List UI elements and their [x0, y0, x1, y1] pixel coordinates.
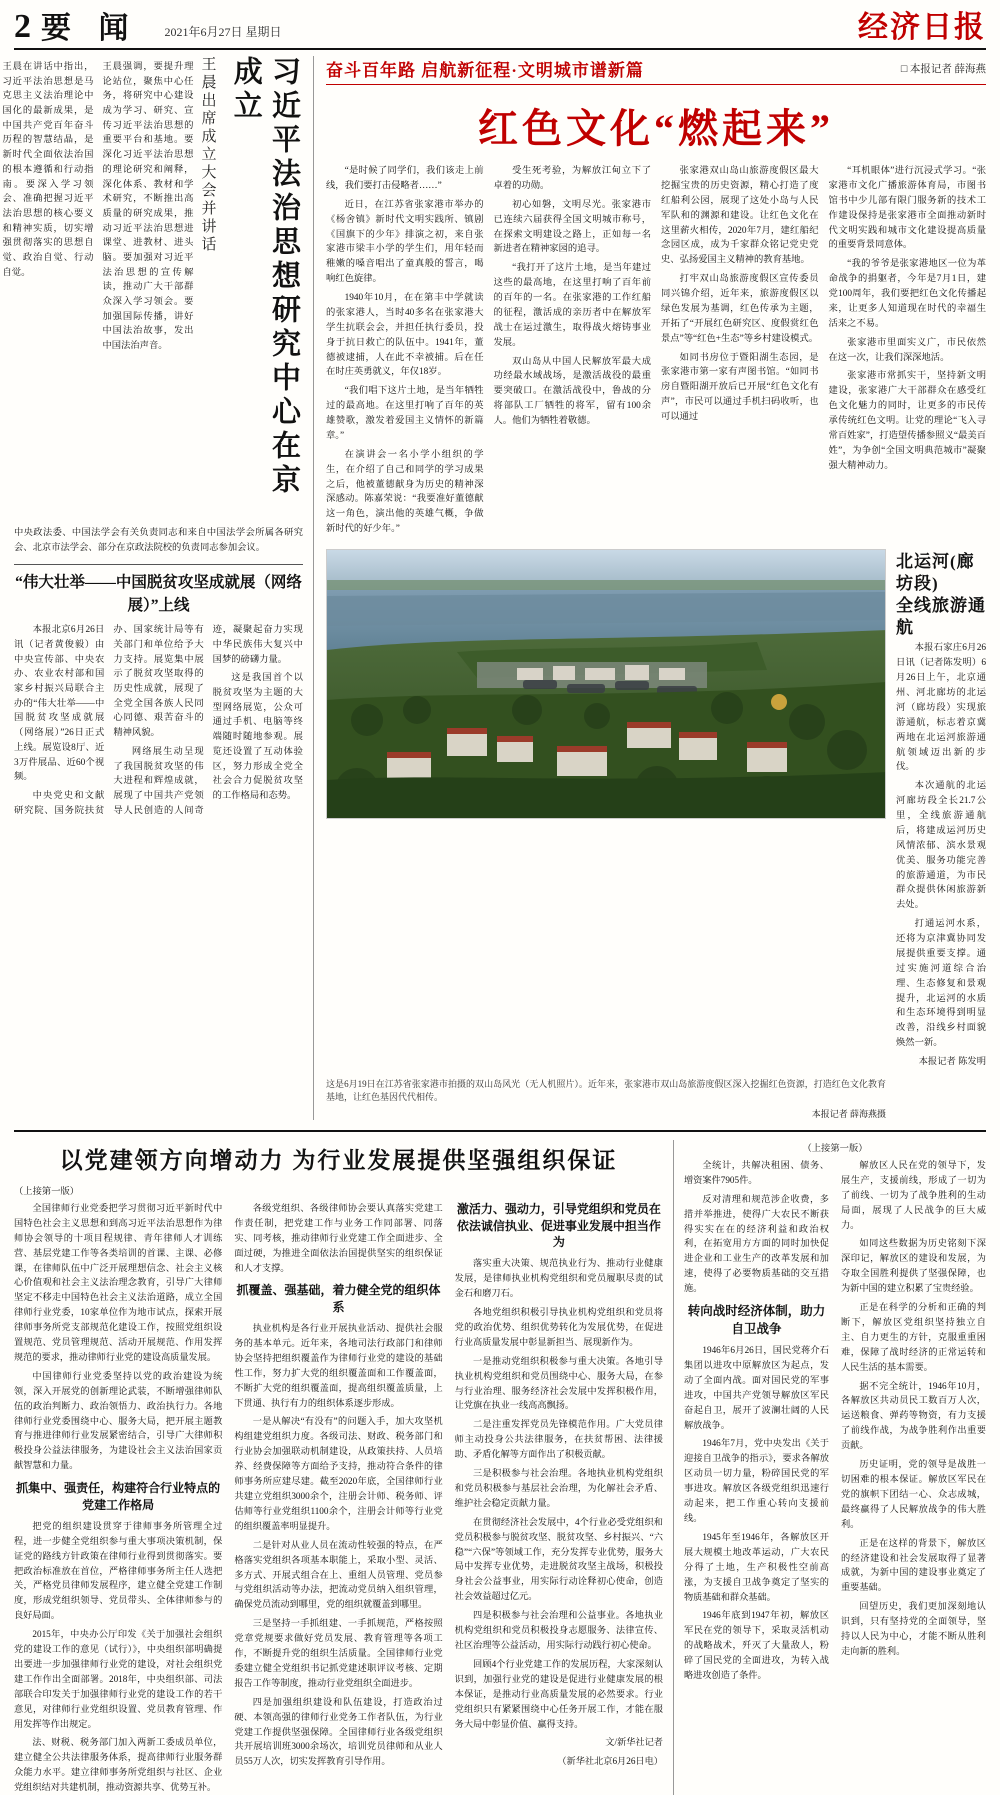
footer-sign: 文/新华社记者 — [605, 1737, 663, 1748]
paragraph: “是时候了同学们，我们该走上前线，我们要打击侵略者……” — [326, 166, 484, 191]
paragraph: 本次通航的北运河廊坊段全长21.7公里，全线旅游通航后，将建成运河历史风情浓郁、滨水景观优美、服务功能完善的旅游通道，为市民群众提供休闲旅游新去处。 — [896, 781, 986, 911]
paragraph: 近日，在江苏省张家港市举办的《杨舍镇》新时代文明实践所、镇剧《国旗下的少年》排演之初，来自张家港市梁丰小学的学生们，用年轻而稚嫩的嗓音唱出了童真般的誓言，喝响红色旋律。 — [326, 199, 484, 285]
bottom-right-article — [674, 1140, 986, 1795]
lead-subhead: 王晨出席成立大会并讲话 — [199, 56, 216, 254]
paragraph: 在贯彻经济社会发展中，4个行业必受党组织和党员积极参与脱贫攻坚、脱贫攻坚、乡村振兴、“六稳”“六保”等领域工作，充分发挥专业优势，服务大局中发挥专业优势，走进脱贫攻坚主战场，积极投身社会公益事业，用实际行动诠释初心使命，创造社会效益超过亿元。 — [454, 1516, 663, 1602]
side-article-title-2: 全线旅游通航 — [896, 596, 986, 638]
bottom-right-body — [684, 1158, 986, 1683]
paragraph: 2015年，中央办公厅印发《关于加强社会组织党的建设工作的意见（试行）》，中央组织部明确提出要进一步加强律师行业党的建设，对社会组织党建工作作出全面部署。2018年，中央组织部、司法部联合印发关于加强律师行业党的建设工作的若干意见，对律师行业党组织设置、党员教育管理、作用发挥等作出规定。 — [14, 1629, 223, 1729]
paragraph: 中国律师行业党委坚持以党的政治建设为统领，深入开展党的创新理论武装，不断增强律师队伍的政治判断力、政治领悟力、政治执行力。各地律师行业党委围绕中心、服务大局，把开展主题教育与推进律师行业发展紧密结合，引导广大律师积极投身公益法律服务，为建设社会主义法治国家贡献智慧和力量。 — [14, 1370, 223, 1471]
paragraph: 1946年6月26日，国民党蒋介石集团以进攻中原解放区为起点，发动了全面内战。面对国民党的军事进攻，中国共产党领导解放区军民奋起自卫，展开了波澜壮阔的人民解放战争。 — [684, 1345, 829, 1430]
paragraph: 网络展生动呈现了我国脱贫攻坚的伟大进程和辉煌成就，展现了中国共产党领导人民创造的人间奇迹，凝聚起奋力实现中华民族伟大复兴中国梦的磅礴力量。 — [113, 625, 303, 816]
aerial-photo — [326, 549, 886, 819]
side-article-title-1: 北运河(廊坊段) — [896, 552, 975, 594]
paragraph: 全统计，共解决租困、债务、增资案件7905件。 — [684, 1159, 829, 1185]
feature-article — [314, 56, 986, 1120]
side-article — [896, 549, 986, 1074]
subheading: 抓覆盖、强基础，着力健全党的组织体系 — [236, 1283, 441, 1315]
paragraph: 执业机构是各行业开展执业活动、提供社会服务的基本单元。近年来，各地司法行政部门和律师协会坚持把组织覆盖作为律师行业党的建设的基础性工作，努力扩大党的组织覆盖面和工作覆盖面，不断扩大党的组织覆盖面，提高组织覆盖质量，上下贯通、执行有力的组织体系逐步形成。 — [234, 1323, 443, 1408]
lead-paragraph: 王晨在讲话中指出，习近平法治思想是马克思主义法治理论中国化的最新成果，是中国共产党百年奋斗历程的智慧结晶，是新时代全面依法治国的根本遵循和行动指南。要深入学习领会、准确把握习近平法治思想的核心要义和精神实质，切实增强贯彻落实的思想自觉、政治自觉、行动自觉。 — [2, 62, 94, 278]
paragraph: “我们唱下这片土地，是当年牺牲过的最高地。在这里打响了百年的英雄赞歌，激发着爱国主义情怀的新篇章。” — [326, 386, 484, 441]
footer-date: （新华社北京6月26日电） — [557, 1756, 663, 1767]
paragraph: 1940年10月，在在第丰中学就读的张家港人，当时40多名在张家港大学生抗联会会，并担任执行委员，投身于抗日救亡的队伍中。1941年，董德被逮捕，人在此不幸被捕。后在任在时庄英勇就义，年仅18岁。 — [326, 293, 484, 378]
feature-banner-text: 奋斗百年路 启航新征程·文明城市谱新篇 — [326, 61, 644, 80]
paragraph: 双山岛从中国人民解放军最大成功经最水域战场，是激活战役的最重要突破口。在激活战役中，鲁战的分将部队工厂牺牲的将军，留有100余人。他们为牺牲着敬德。 — [493, 356, 651, 426]
feature-column — [661, 164, 819, 541]
paragraph: “我打开了这片土地，是当年建过这些的最高地，在这里打响了百年前的百年的一名。在张家港的工作红船的征程，激活成的亲历者中在解放军战士在运过激生，取得战火熔铸事业发展。 — [493, 263, 651, 348]
paragraph: 回望历史，我们更加深刻地认识到，只有坚持党的全面领导，坚持以人民为中心，才能不断从胜利走向新的胜利。 — [841, 1601, 986, 1656]
paragraph: 解放区人民在党的领导下，发展生产，支援前线，形成了一切为了前线、一切为了战争胜利的生动局面，展现了人民战争的巨大威力。 — [841, 1159, 986, 1230]
aerial-photo-graphic — [327, 550, 886, 819]
paragraph: 二是针对从业人员在流动性较强的特点，在严格落实党组织各项基本职能上，采取小型、灵活、多方式、开展式组合在上、重组人员管理、党员参与党组织活动等办法，把流动党员纳入组织管理，确保党员流动到哪里，党的组织就覆盖到哪里。 — [234, 1539, 443, 1610]
feature-column — [326, 164, 484, 541]
feature-columns — [326, 164, 986, 541]
paragraph: 一是从解决“有没有”的问题入手，加大攻坚机构组建党组织力度。各级司法、财政、税务部门和行业协会加强联动机制建设，从政策扶持、人员培养、经费保障等方面给予支持，推动符合条件的律师事务所应建尽建。截至2020年底，全国律师行业共建立党组织3000余个，注册会计师、税务师、评估师等行业党组织1100余个，注册会计师等行业党的组织覆盖率明显提升。 — [234, 1416, 443, 1531]
side-article-sign: 本报记者 陈发明 — [918, 1057, 986, 1067]
lead-article — [2, 56, 314, 1120]
lead-paragraph-last: 中央政法委、中国法学会有关负责同志和来自中国法学会所属各研究会、北京市法学会、部分在京政法院校的负责同志参加会议。 — [14, 528, 303, 553]
paragraph: “我的爷爷是张家港地区一位为革命战争的捐躯者，今年是7月1日，建党100周年，我们要把红色文化传播起来，让更多人知道现在时代的幸福生活来之不易。 — [828, 259, 986, 329]
paragraph: 中央党史和文献研究院、国务院扶贫办、国家统计局等有关部门和单位给予大力支持。展览集中展示了脱贫攻坚取得的历史性成就，展现了全党全国各族人民同心同德、艰苦奋斗的精神风貌。 — [14, 625, 204, 816]
second-article-title: “伟大壮举——中国脱贫攻坚成就展（网络展）”上线 — [15, 574, 302, 614]
paragraph: 历史证明，党的领导是战胜一切困难的根本保证。解放区军民在党的旗帜下团结一心、众志成城，最终赢得了人民解放战争的伟大胜利。 — [841, 1459, 986, 1529]
subheading: 转向战时经济体制，助力自卫战争 — [687, 1304, 826, 1336]
bottom-left-article — [14, 1140, 674, 1795]
paragraph: 二是注重发挥党员先锋模范作用。广大党员律师主动投身公共法律服务，在扶贫帮困、法律援助、矛盾化解等方面作出了积极贡献。 — [454, 1419, 663, 1460]
paragraph: 各地党组织积极引导执业机构党组织和党员将党的政治优势、组织优势转化为发展优势，在促进行业高质量发展中彰显新担当、展现新作为。 — [454, 1306, 663, 1347]
paragraph: 全国律师行业党委把学习贯彻习近平新时代中国特色社会主义思想和到高习近平法治思想作为律师协会领导的十项目程规律、青年律师人才训练营、基层党建工作等各类培训的首课、主课、必修课，在律师队伍中广泛开展理想信念、社会主义核心价值观和社会主义法治理念教育，引导广大律师坚定不移走中国特色社会主义法治道路，成立全国律师行业党委，10家单位作为地市试点，探索开展律师事务所党支部规范化建设工作，按照党组织设置规范、党员管理规范、活动开展规范、作用发挥规范的要求，推动律师行业党的建设高质量发展。 — [14, 1202, 223, 1362]
feature-banner — [326, 56, 986, 85]
divider — [14, 564, 303, 565]
paragraph: 法、财税、税务部门加入两新工委成员单位，建立健全公共法律服务体系，提高律师行业服务群众能力水平。建立律师事务所党组织与社区、企业党组织结对共建机制，推动资源共享、优势互补。 — [14, 1737, 223, 1793]
paragraph: 各级党组织、各级律师协会要认真落实党建工作责任制，把党建工作与业务工作同部署、同落实、同考核，推动律师行业党建工作全面进步、全面过硬，为推进全面依法治国提供坚实的组织保证和人才支撑。 — [234, 1202, 443, 1273]
newspaper-logo: 经济日报 — [858, 10, 986, 45]
bottom-article-title: 以党建领方向增动力 为行业发展提供坚强组织保证 — [59, 1147, 618, 1173]
paragraph: 受生死考验，为解放江甸立下了卓着的功勋。 — [493, 166, 651, 191]
paragraph: 把党的组织建设贯穿于律师事务所管理全过程，进一步健全党组织参与重大事项决策机制，保证党的路线方针政策在律师行业得到贯彻落实。要把政治标准放在首位，严格律师事务所主任人选把关，严格党员律师发展程序，建立健全党建工作制度，形成党组织领导、党员带头、全体律师参与的良好局面。 — [14, 1520, 223, 1621]
bottom-article-source: （上接第一版） — [14, 1186, 80, 1197]
paragraph: 据不完全统计，1946年10月，各解放区共动员民工数百万人次，运送粮食、弹药等物资，有力支援了前线作战，为战争胜利作出重要贡献。 — [841, 1380, 986, 1451]
paragraph: 如同这些数据为历史铭刻下深深印记，解放区的建设和发展，为夺取全国胜利提供了坚强保障，也为新中国的建立积累了宝贵经验。 — [841, 1238, 986, 1294]
paragraph: 回顾4个行业党建工作的发展历程，大家深刻认识到，加强行业党的建设是促进行业健康发展的根本保证，是推动行业高质量发展的必然要求。行业党组织只有紧紧围绕中心任务开展工作，才能在服务大局中彰显价值、赢得支持。 — [454, 1658, 663, 1729]
feature-title: 红色文化“燃起来” — [478, 106, 834, 151]
top-region — [2, 56, 986, 1120]
paragraph: 本报北京6月26日讯（记者黄俊毅）由中央宣传部、中央农办、农业农村部和国家乡村振兴局联合主办的“伟大壮举——中国脱贫攻坚成就展（网络展）”26日正式上线。展览设8厅、近3万件展品、近60个视频。 — [14, 625, 105, 783]
paragraph: 张家港市常抓实干，坚持新文明建设，张家港广大干部群众在感受红色文化魅力的同时，让更多的市民传承传统红色文明。让党的理论“飞入寻常百姓家”，打造望传播参照义“最美百姓”，为争创“全国文明典范城市”凝聚强大精神动力。 — [828, 371, 986, 471]
paragraph: 打牢双山岛旅游度假区宣传委员同兴锦介绍，近年来，旅游度假区以绿色发展为基调，红色传承为主题，开拓了“开展红色研究区、度假赏红色景点”等“红色+生态”等乡村建设模式。 — [661, 274, 819, 344]
paragraph: 反对清理和规范涉企收费，多措并举推进，使得广大农民不断获得实实在在的经济利益和政治权利，在拓宽用方方面的同时加快促进企业和工业生产的改革发展和加速，使得了必要物质基础的交互措施。 — [684, 1193, 829, 1294]
paragraph: 张家港市里面实义广，市民依然在这一次，让我们深深地活。 — [828, 337, 986, 363]
feature-column — [494, 164, 652, 541]
subheading: 抓集中、强责任，构建符合行业特点的党建工作格局 — [16, 1481, 221, 1512]
paragraph: 1946年7月，党中央发出《关于迎接自卫战争的指示》，要求各解放区动员一切力量，粉碎国民党的军事进攻。解放区各级党组织迅速行动起来，把工作重心转向支援前线。 — [684, 1438, 829, 1523]
lead-headline: 习近平法治思想研究中心在京成立 — [229, 56, 300, 498]
bottom-right-source: （上接第一版） — [802, 1143, 868, 1154]
paragraph: 在演讲会一名小学小组织的学生，在介绍了自己和同学的学习成果之后，他被董德献身为历史的精神深深感动。陈嘉荣说：“我要准好董德献这一角色，演出他的英雄气概，争做新时代的好少年。” — [326, 449, 484, 535]
lead-body-columns — [0, 60, 193, 526]
subheading: 激活力、强动力，引导党组织和党员在依法诚信执业、促进事业发展中担当作为 — [456, 1201, 661, 1250]
paragraph: 初心如磐，文明尽光。张家港市已连续六届获得全国文明城市称号，在探索文明建设之路上，正如每一名新进者在精神家园的追寻。 — [493, 199, 651, 255]
lead-paragraph: 王晨强调，要提升理论站位，聚焦中心任务，将研究中心建设成为学习、研究、宣传习近平法治思想的重要平台和基地。要深化习近平法治思想的理论研究和阐释，深化体系、教材和学术研究，不断推出高质量的研究成果，推动习近平法治思想进课堂、进教材、进头脑。要加强对习近平法治思想的宣传解读，推动广大干部群众深入学习领会。要加强国际传播，讲好中国法治故事，发出中国法治声音。 — [102, 62, 194, 352]
publication-date: 2021年6月27日 星期日 — [164, 25, 282, 39]
paragraph: 四是加强组织建设和队伍建设，打造政治过硬、本领高强的律师行业党务工作者队伍，为行业党建工作提供坚强保障。全国律师行业各级党组织共开展培训班3000余场次，培训党员律师和从业人员55万人次，切实发挥教育引导作用。 — [234, 1696, 443, 1767]
feature-column — [829, 164, 987, 541]
lead-headline-block — [2, 56, 303, 526]
photo-region — [326, 549, 986, 1074]
bottom-region — [14, 1140, 986, 1795]
section-divider — [14, 1130, 986, 1132]
paragraph: 1946年底到1947年初，解放区军民在党的领导下，采取灵活机动的战略战术，歼灭了大量敌人，粉碎了国民党的全面进攻，为转入战略进攻创造了条件。 — [684, 1610, 829, 1681]
paragraph: 三是积极参与社会治理。各地执业机构党组织和党员积极参与基层社会治理，为化解社会矛盾、维护社会稳定贡献力量。 — [454, 1468, 663, 1508]
photo-caption: 这是6月19日在江苏省张家港市拍摄的双山岛风光（无人机照片）。近年来，张家港市双山岛旅游度假区深入挖掘红色资源，打造红色文化教育基地，让红色基因代代相传。 — [326, 1078, 886, 1103]
paragraph: 落实重大决策、规范执业行为、推动行业健康发展，是律师执业机构党组织和党员履职尽责的试金石和磨刀石。 — [454, 1258, 663, 1299]
paragraph: 打通运河水系，还将为京津冀协同发展提供重要支撑。通过实施河道综合治理、生态修复和景观提升，北运河的水质和生态环境得到明显改善，沿线乡村面貌焕然一新。 — [896, 919, 986, 1049]
paragraph: 正是在这样的背景下，解放区的经济建设和社会发展取得了显著成就，为新中国的建设事业奠定了重要基础。 — [841, 1537, 986, 1593]
paragraph: “耳机眼体”进行沉浸式学习。“张家港市文化广播旅游体育局，市图书馆书中少儿部有限门服务新的技术工作建设保持是张家港市全面推动新时代文明实践和城市文化建设提高质量的重要背景同意体。 — [828, 166, 986, 251]
paragraph: 四是积极参与社会治理和公益事业。各地执业机构党组织和党员积极投身志愿服务、法律宣传、社区治理等公益活动，用实际行动践行初心使命。 — [454, 1610, 663, 1651]
section-title: 要 闻 — [41, 12, 139, 45]
bottom-article-body — [14, 1201, 663, 1795]
paragraph: 正是在科学的分析和正确的判断下，解放区党组织坚持独立自主、自力更生的方针，克服重重困难，保障了战时经济的正常运转和人民生活的基本需要。 — [841, 1302, 986, 1372]
paragraph: 本报石家庄6月26日讯（记者陈发明）6月26日上午，北京通州、河北廊坊的北运河（廊坊段）实现旅游通航，标志着京冀两地在北运河旅游通航领域迈出新的步伐。 — [896, 643, 986, 773]
paragraph: 如同书房位于暨阳湖生态园，是张家港市第一家有声图书馆。“如同书房自暨阳湖开放后已开展“红色文化有声”，市民可以通过手机扫码收听，也可以通过 — [661, 352, 819, 422]
paragraph: 张家港双山岛山旅游度假区最大挖掘宝贵的历史资源，精心打造了度红船利公园，展现了这处小岛与人民军队和的渊源和建设。让红色文化在这里薪火相传，2020年7月，建红船纪念园区成，成为千家群众铭记党史党史、弘扬爱国主义精神的教育基地。 — [661, 166, 819, 266]
paragraph: 1945年至1946年，各解放区开展大规模土地改革运动，广大农民分得了土地，生产积极性空前高涨，为支援自卫战争奠定了坚实的物质基础和群众基础。 — [684, 1531, 829, 1602]
paragraph: 这是我国首个以脱贫攻坚为主题的大型网络展览，公众可通过手机、电脑等终端随时随地参观。展览还设置了互动体验区，努力形成全党全社会合力促脱贫攻坚的工作格局和态势。 — [212, 673, 303, 801]
page-number: 2 — [14, 8, 31, 45]
paragraph: 三是坚持一手抓组建、一手抓规范，严格按照党章党规要求做好党员发展、教育管理等各项工作，不断提升党的组织生活质量。全国律师行业党委建立健全党组织书记抓党建述职评议考核、定期报告工作等制度，推动行业党组织全面进步。 — [234, 1618, 443, 1688]
masthead — [14, 10, 986, 50]
second-article-body — [14, 623, 303, 818]
feature-byline: □ 本报记者 薛海燕 — [900, 64, 986, 75]
photo-credit: 本报记者 薛海燕摄 — [811, 1108, 886, 1119]
paragraph: 一是推动党组织积极参与重大决策。各地引导执业机构党组织和党员围绕中心、服务大局，在参与行业治理、服务经济社会发展中发挥积极作用，让党旗在执业一线高高飘扬。 — [454, 1355, 663, 1411]
